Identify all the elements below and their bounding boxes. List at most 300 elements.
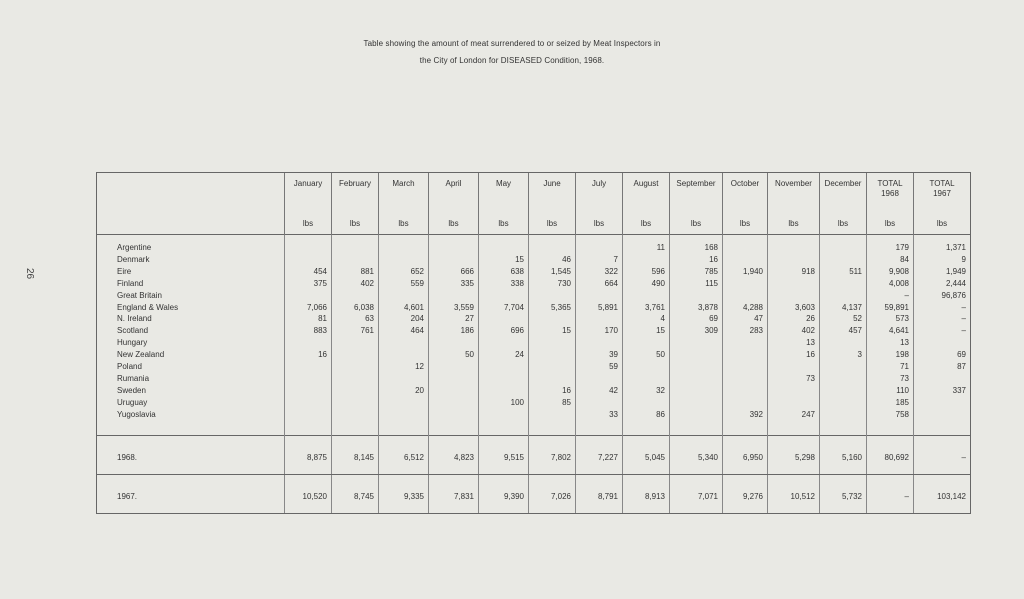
value-cell <box>820 409 867 421</box>
value-cell: 96,876 <box>914 290 971 302</box>
spacer-cell <box>576 421 623 436</box>
column-header <box>529 173 576 235</box>
spacer-cell <box>723 235 768 243</box>
value-cell <box>479 385 529 397</box>
value-cell: 63 <box>332 313 379 325</box>
column-unit: lbs <box>593 219 605 228</box>
column-label: December <box>824 179 862 188</box>
value-cell: 4,641 <box>867 325 914 337</box>
value-cell <box>576 313 623 325</box>
value-cell: 283 <box>723 325 768 337</box>
value-cell: 247 <box>768 409 820 421</box>
value-cell <box>379 397 429 409</box>
column-unit: lbs <box>690 219 702 228</box>
value-cell <box>820 337 867 349</box>
value-cell <box>723 397 768 409</box>
value-cell <box>670 409 723 421</box>
value-cell <box>529 337 576 349</box>
value-cell <box>914 409 971 421</box>
value-cell: 168 <box>670 242 723 254</box>
value-cell: 110 <box>867 385 914 397</box>
value-cell <box>820 254 867 266</box>
value-cell <box>914 373 971 385</box>
spacer-cell <box>820 421 867 436</box>
total-row <box>97 435 971 474</box>
value-cell: 87 <box>914 361 971 373</box>
total-value-cell: 8,145 <box>332 435 379 474</box>
column-label: October <box>730 179 760 188</box>
column-label: TOTAL <box>877 179 903 188</box>
value-cell: 785 <box>670 266 723 278</box>
value-cell <box>723 361 768 373</box>
value-cell <box>768 254 820 266</box>
country-cell: Poland <box>97 361 285 373</box>
spacer-cell <box>670 235 723 243</box>
total-value-cell: 5,045 <box>623 435 670 474</box>
table-row <box>97 373 971 385</box>
spacer-cell <box>332 421 379 436</box>
value-cell: 322 <box>576 266 623 278</box>
value-cell <box>723 242 768 254</box>
value-cell <box>479 290 529 302</box>
value-cell: 4,137 <box>820 302 867 314</box>
value-cell <box>576 397 623 409</box>
value-cell <box>379 242 429 254</box>
column-header <box>379 173 429 235</box>
value-cell: 652 <box>379 266 429 278</box>
value-cell: 375 <box>285 278 332 290</box>
value-cell: 59,891 <box>867 302 914 314</box>
value-cell <box>332 361 379 373</box>
value-cell: 596 <box>623 266 670 278</box>
value-cell: 185 <box>867 397 914 409</box>
country-cell: Scotland <box>97 325 285 337</box>
value-cell: 402 <box>332 278 379 290</box>
value-cell <box>429 385 479 397</box>
value-cell <box>429 409 479 421</box>
spacer-cell <box>768 421 820 436</box>
total-year-label: 1968. <box>97 435 285 474</box>
column-label: April <box>445 179 462 188</box>
value-cell: 666 <box>429 266 479 278</box>
value-cell: 881 <box>332 266 379 278</box>
value-cell: 85 <box>529 397 576 409</box>
value-cell: 402 <box>768 325 820 337</box>
value-cell: – <box>914 325 971 337</box>
value-cell <box>768 278 820 290</box>
value-cell: 490 <box>623 278 670 290</box>
table-totals <box>97 435 971 513</box>
value-cell: 13 <box>867 337 914 349</box>
spacer-cell <box>623 235 670 243</box>
column-header <box>670 173 723 235</box>
total-value-cell: 7,831 <box>429 474 479 513</box>
value-cell: 86 <box>623 409 670 421</box>
value-cell: 761 <box>332 325 379 337</box>
column-unit: lbs <box>498 219 509 228</box>
value-cell <box>820 361 867 373</box>
value-cell: 26 <box>768 313 820 325</box>
column-header <box>623 173 670 235</box>
value-cell: 33 <box>576 409 623 421</box>
value-cell <box>379 254 429 266</box>
value-cell: 464 <box>379 325 429 337</box>
value-cell: 9 <box>914 254 971 266</box>
column-header <box>576 173 623 235</box>
table-row <box>97 385 971 397</box>
value-cell <box>723 337 768 349</box>
value-cell: 4 <box>623 313 670 325</box>
spacer-cell <box>529 235 576 243</box>
value-cell: – <box>867 290 914 302</box>
value-cell <box>768 290 820 302</box>
value-cell: 918 <box>768 266 820 278</box>
value-cell: 15 <box>479 254 529 266</box>
value-cell: 511 <box>820 266 867 278</box>
column-year: 1967 <box>933 189 951 198</box>
value-cell: 16 <box>768 349 820 361</box>
spacer-cell <box>529 421 576 436</box>
value-cell <box>820 397 867 409</box>
value-cell: 2,444 <box>914 278 971 290</box>
value-cell: 457 <box>820 325 867 337</box>
value-cell: 59 <box>576 361 623 373</box>
spacer-cell <box>723 421 768 436</box>
value-cell: 39 <box>576 349 623 361</box>
value-cell <box>529 373 576 385</box>
value-cell <box>623 254 670 266</box>
table-row <box>97 361 971 373</box>
value-cell <box>723 373 768 385</box>
value-cell: 24 <box>479 349 529 361</box>
value-cell: 198 <box>867 349 914 361</box>
value-cell <box>285 254 332 266</box>
spacer-cell <box>576 235 623 243</box>
total-value-cell: 80,692 <box>867 435 914 474</box>
value-cell: 7,704 <box>479 302 529 314</box>
value-cell <box>768 242 820 254</box>
table-row <box>97 254 971 266</box>
value-cell: 42 <box>576 385 623 397</box>
column-unit: lbs <box>739 219 751 228</box>
column-header <box>479 173 529 235</box>
value-cell <box>768 397 820 409</box>
table-row <box>97 409 971 421</box>
total-value-cell: 6,950 <box>723 435 768 474</box>
table-body <box>97 235 971 436</box>
country-cell: Rumania <box>97 373 285 385</box>
value-cell <box>332 409 379 421</box>
value-cell: 4,288 <box>723 302 768 314</box>
value-cell <box>332 385 379 397</box>
value-cell <box>820 278 867 290</box>
column-unit: lbs <box>936 219 948 228</box>
value-cell <box>429 290 479 302</box>
column-label: May <box>495 179 512 188</box>
value-cell: 7 <box>576 254 623 266</box>
value-cell <box>723 349 768 361</box>
total-value-cell: 8,875 <box>285 435 332 474</box>
spacer-cell <box>97 421 285 436</box>
value-cell <box>529 361 576 373</box>
value-cell <box>623 373 670 385</box>
value-cell <box>429 361 479 373</box>
value-cell <box>332 373 379 385</box>
total-value-cell: 7,227 <box>576 435 623 474</box>
value-cell <box>529 242 576 254</box>
country-cell: New Zealand <box>97 349 285 361</box>
country-cell: Eire <box>97 266 285 278</box>
total-value-cell: 103,142 <box>914 474 971 513</box>
value-cell <box>479 373 529 385</box>
value-cell <box>723 254 768 266</box>
value-cell <box>623 290 670 302</box>
spacer-cell <box>285 421 332 436</box>
column-unit: lbs <box>546 219 558 228</box>
total-value-cell: 5,340 <box>670 435 723 474</box>
value-cell: 7,066 <box>285 302 332 314</box>
value-cell: 100 <box>479 397 529 409</box>
table-row <box>97 266 971 278</box>
value-cell: 758 <box>867 409 914 421</box>
value-cell: 309 <box>670 325 723 337</box>
value-cell: 16 <box>285 349 332 361</box>
value-cell: 1,949 <box>914 266 971 278</box>
table-row <box>97 337 971 349</box>
value-cell <box>379 349 429 361</box>
country-cell: N. Ireland <box>97 313 285 325</box>
value-cell: 4,008 <box>867 278 914 290</box>
column-label: January <box>293 179 323 188</box>
value-cell: 50 <box>429 349 479 361</box>
value-cell <box>914 397 971 409</box>
value-cell <box>332 337 379 349</box>
total-value-cell: 7,071 <box>670 474 723 513</box>
column-header <box>429 173 479 235</box>
value-cell: 559 <box>379 278 429 290</box>
spacer-cell <box>914 235 971 243</box>
value-cell <box>479 409 529 421</box>
spacer-cell <box>479 235 529 243</box>
value-cell: 179 <box>867 242 914 254</box>
table-row <box>97 313 971 325</box>
country-cell: Sweden <box>97 385 285 397</box>
total-value-cell: – <box>867 474 914 513</box>
value-cell: 11 <box>623 242 670 254</box>
value-cell <box>285 397 332 409</box>
value-cell <box>768 385 820 397</box>
value-cell <box>768 361 820 373</box>
country-cell: England & Wales <box>97 302 285 314</box>
total-value-cell: 10,520 <box>285 474 332 513</box>
value-cell <box>285 361 332 373</box>
total-value-cell: 7,026 <box>529 474 576 513</box>
column-label: August <box>633 179 659 188</box>
value-cell: 664 <box>576 278 623 290</box>
value-cell <box>332 254 379 266</box>
spacer-cell <box>97 235 285 243</box>
table-title-line-2: the City of London for DISEASED Condition, 1968. <box>419 56 605 65</box>
value-cell: 84 <box>867 254 914 266</box>
total-value-cell: 6,512 <box>379 435 429 474</box>
value-cell: 12 <box>379 361 429 373</box>
value-cell: 16 <box>670 254 723 266</box>
total-value-cell: 8,913 <box>623 474 670 513</box>
value-cell <box>820 242 867 254</box>
value-cell: 170 <box>576 325 623 337</box>
value-cell <box>429 337 479 349</box>
total-row <box>97 474 971 513</box>
column-label: TOTAL <box>929 179 955 188</box>
value-cell: 3 <box>820 349 867 361</box>
total-year-label: 1967. <box>97 474 285 513</box>
spacer-cell <box>867 235 914 243</box>
value-cell: 454 <box>285 266 332 278</box>
table-row <box>97 278 971 290</box>
value-cell: 50 <box>623 349 670 361</box>
column-unit: lbs <box>302 219 314 228</box>
spacer-row <box>97 421 971 436</box>
value-cell <box>670 385 723 397</box>
value-cell: 883 <box>285 325 332 337</box>
value-cell: 69 <box>914 349 971 361</box>
column-header <box>768 173 820 235</box>
spacer-cell <box>429 421 479 436</box>
value-cell <box>332 397 379 409</box>
value-cell <box>723 290 768 302</box>
header-row <box>97 173 971 235</box>
column-header <box>820 173 867 235</box>
value-cell: – <box>914 302 971 314</box>
value-cell: 1,371 <box>914 242 971 254</box>
value-cell: 15 <box>529 325 576 337</box>
column-unit: lbs <box>884 219 896 228</box>
column-unit: lbs <box>398 219 409 228</box>
value-cell: 3,761 <box>623 302 670 314</box>
value-cell <box>285 409 332 421</box>
column-header <box>332 173 379 235</box>
total-value-cell: – <box>914 435 971 474</box>
value-cell <box>623 361 670 373</box>
meat-inspection-table <box>96 172 971 514</box>
total-value-cell: 8,745 <box>332 474 379 513</box>
value-cell <box>820 290 867 302</box>
value-cell <box>479 242 529 254</box>
total-value-cell: 10,512 <box>768 474 820 513</box>
value-cell <box>723 385 768 397</box>
total-value-cell: 5,160 <box>820 435 867 474</box>
value-cell: 73 <box>867 373 914 385</box>
value-cell: 81 <box>285 313 332 325</box>
table-row <box>97 290 971 302</box>
column-year: 1968 <box>881 189 899 198</box>
column-unit: lbs <box>640 219 652 228</box>
table-header <box>97 173 971 235</box>
country-cell: Argentine <box>97 242 285 254</box>
value-cell <box>529 409 576 421</box>
value-cell <box>670 290 723 302</box>
column-header <box>723 173 768 235</box>
value-cell: 5,365 <box>529 302 576 314</box>
column-unit: lbs <box>837 219 849 228</box>
value-cell <box>670 361 723 373</box>
value-cell: 573 <box>867 313 914 325</box>
value-cell: 9,908 <box>867 266 914 278</box>
table-row <box>97 302 971 314</box>
table-row <box>97 242 971 254</box>
value-cell <box>332 242 379 254</box>
value-cell: 13 <box>768 337 820 349</box>
value-cell: 3,878 <box>670 302 723 314</box>
spacer-cell <box>623 421 670 436</box>
column-label: September <box>676 179 716 188</box>
value-cell <box>529 290 576 302</box>
value-cell <box>623 337 670 349</box>
spacer-cell <box>768 235 820 243</box>
value-cell <box>429 397 479 409</box>
value-cell: 204 <box>379 313 429 325</box>
column-label: March <box>392 179 415 188</box>
value-cell <box>285 290 332 302</box>
value-cell: 730 <box>529 278 576 290</box>
value-cell <box>429 373 479 385</box>
total-value-cell: 9,335 <box>379 474 429 513</box>
total-value-cell: 7,802 <box>529 435 576 474</box>
meat-inspection-table-wrapper <box>96 172 970 514</box>
spacer-row <box>97 235 971 243</box>
value-cell <box>914 337 971 349</box>
value-cell: 5,891 <box>576 302 623 314</box>
value-cell: 52 <box>820 313 867 325</box>
value-cell: 3,603 <box>768 302 820 314</box>
country-cell: Great Britain <box>97 290 285 302</box>
value-cell <box>576 290 623 302</box>
table-row <box>97 397 971 409</box>
spacer-cell <box>914 421 971 436</box>
column-unit: lbs <box>448 219 459 228</box>
value-cell: 6,038 <box>332 302 379 314</box>
country-cell: Finland <box>97 278 285 290</box>
total-value-cell: 5,298 <box>768 435 820 474</box>
value-cell: 3,559 <box>429 302 479 314</box>
value-cell: 16 <box>529 385 576 397</box>
spacer-cell <box>379 421 429 436</box>
value-cell <box>332 349 379 361</box>
spacer-cell <box>867 421 914 436</box>
value-cell <box>479 337 529 349</box>
value-cell: 115 <box>670 278 723 290</box>
spacer-cell <box>820 235 867 243</box>
value-cell <box>285 385 332 397</box>
value-cell: 69 <box>670 313 723 325</box>
total-value-cell: 5,732 <box>820 474 867 513</box>
country-cell: Yugoslavia <box>97 409 285 421</box>
value-cell: – <box>914 313 971 325</box>
value-cell: 335 <box>429 278 479 290</box>
column-label: July <box>591 179 607 188</box>
country-cell: Uruguay <box>97 397 285 409</box>
column-header <box>867 173 914 235</box>
table-row <box>97 349 971 361</box>
value-cell: 71 <box>867 361 914 373</box>
value-cell: 392 <box>723 409 768 421</box>
value-cell <box>820 385 867 397</box>
value-cell: 1,545 <box>529 266 576 278</box>
value-cell: 47 <box>723 313 768 325</box>
value-cell: 20 <box>379 385 429 397</box>
value-cell <box>285 242 332 254</box>
column-header <box>285 173 332 235</box>
